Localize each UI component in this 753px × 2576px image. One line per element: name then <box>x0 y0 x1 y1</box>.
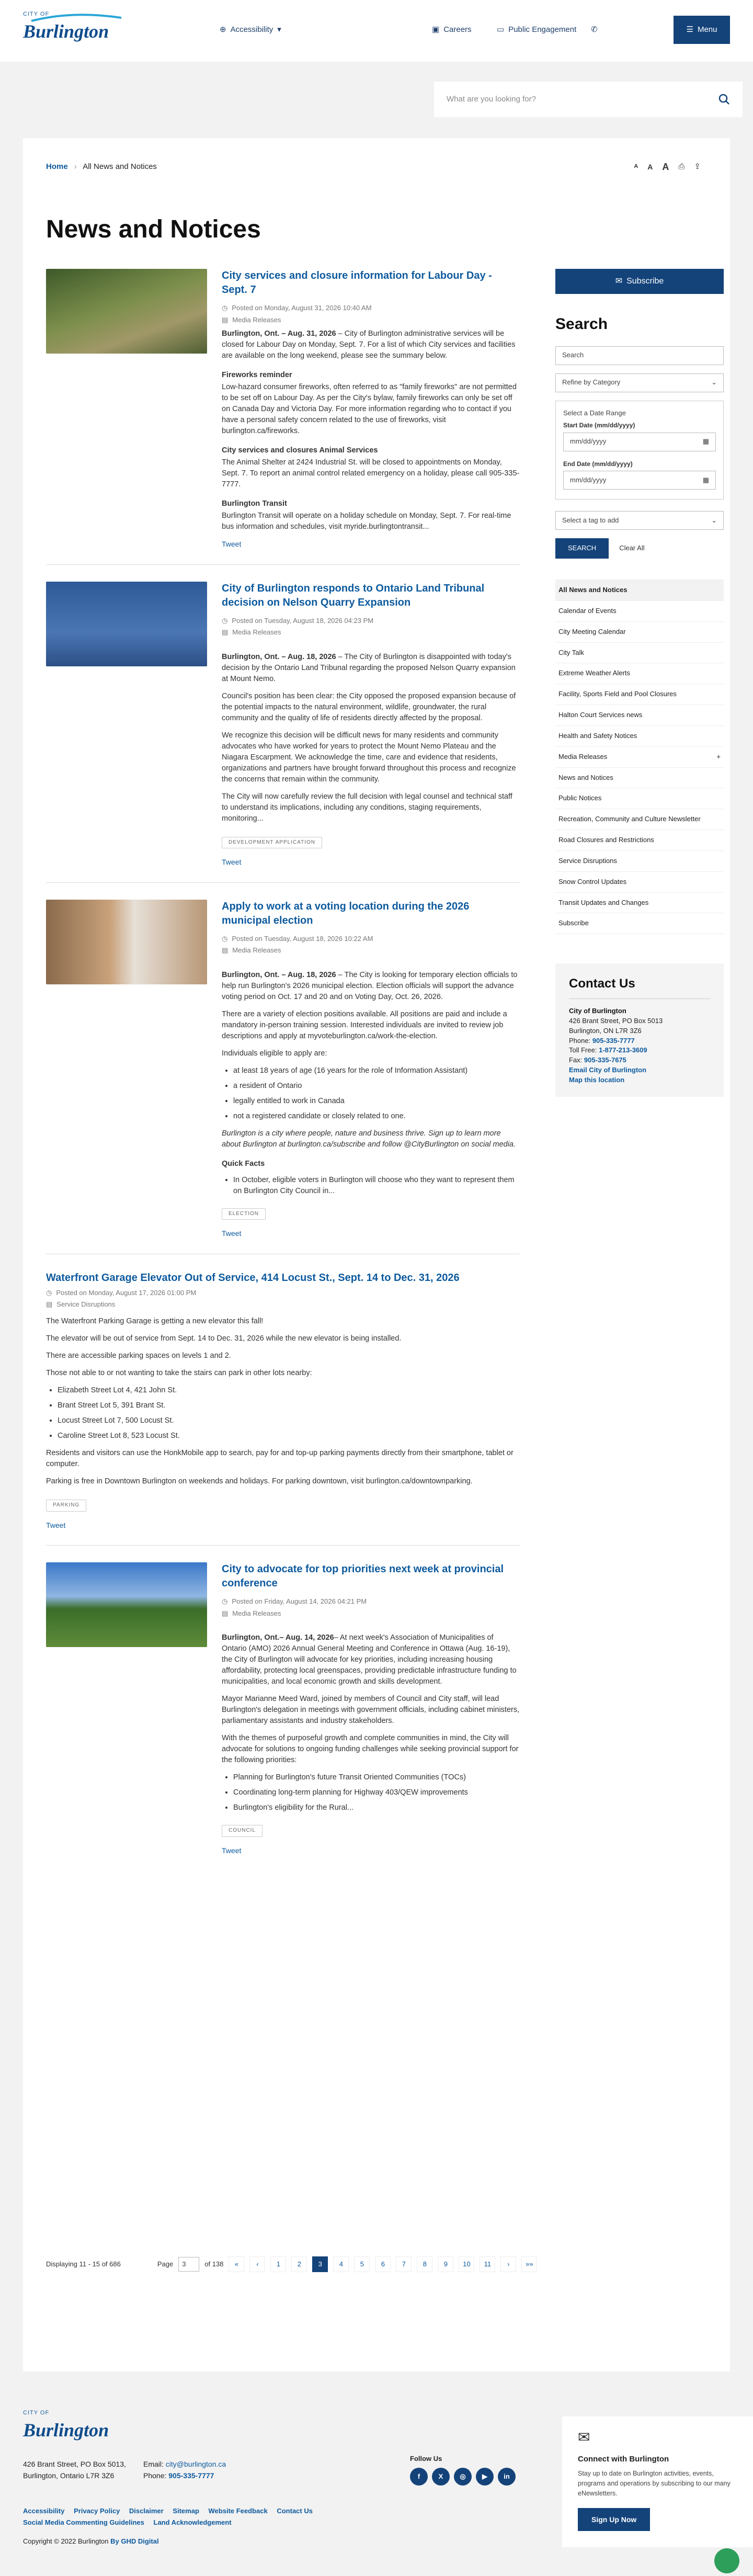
breadcrumb <box>46 161 157 173</box>
envelope-icon: ✉ <box>615 277 623 286</box>
article-date <box>222 303 520 313</box>
list-item: • not a registered candidate or closely related to one. <box>233 1111 520 1122</box>
category-item[interactable] <box>555 872 724 893</box>
section-heading: Fireworks reminder <box>222 371 292 380</box>
paragraph: With the themes of purposeful growth and complete communities in mind, the City will advocate for solutions to ongoing funding challenges while seeking provincial support for the following priorities: <box>222 1734 519 1765</box>
contact-fax[interactable]: 905-335-7675 <box>584 1056 626 1064</box>
end-date-label: End Date (mm/dd/yyyy) <box>563 460 633 468</box>
paragraph: Parking is free in Downtown Burlington on weekends and holidays. For parking downtown, visit burlington.ca/downtownparking. <box>46 1477 473 1486</box>
copyright <box>23 2537 159 2547</box>
posted-text: Posted on Friday, August 14, 2026 04:21 PM <box>232 1597 367 1606</box>
start-date-input[interactable] <box>563 433 716 451</box>
paragraph: The Animal Shelter at 2424 Industrial St. will be closed to appointments on Monday, Sept. 7. To report an animal control related emergency on a holiday, please call 905-335-7777. <box>222 458 520 489</box>
list-item: • Planning for Burlington's future Transit Oriented Communities (TOCs) <box>233 1772 520 1783</box>
category-item[interactable] <box>555 601 724 622</box>
search-button[interactable]: SEARCH <box>555 538 609 559</box>
news-item <box>46 900 520 1254</box>
footer-contact <box>143 2458 226 2482</box>
list-item: • Coordinating long-term planning for Highway 403/QEW improvements <box>233 1787 520 1798</box>
connect-panel <box>562 2416 753 2547</box>
article-lead <box>222 1632 520 1687</box>
folder-icon: ▤ <box>222 628 229 637</box>
footer-email-link[interactable]: city@burlington.ca <box>165 2460 226 2468</box>
article-lead <box>222 652 520 685</box>
category-label: Transit Updates and Changes <box>558 898 649 906</box>
start-date-placeholder: mm/dd/yyyy <box>570 437 607 446</box>
list-item: • Locust Street Lot 7, 500 Locust St. <box>58 1415 520 1426</box>
instagram-icon[interactable]: ◎ <box>454 2468 472 2486</box>
tag-label[interactable]: COUNCIL <box>222 1825 263 1837</box>
connect-heading: Connect with Burlington <box>578 2454 669 2464</box>
category-item-all[interactable] <box>555 580 724 601</box>
end-date-placeholder: mm/dd/yyyy <box>570 475 607 484</box>
article-title[interactable]: City services and closure information for Labour Day - Sept. 7 <box>222 270 492 296</box>
category-item[interactable] <box>555 622 724 643</box>
article-title[interactable]: Apply to work at a voting location during the 2026 municipal election <box>222 900 470 926</box>
subscribe-button[interactable] <box>555 269 724 294</box>
phone-icon: ✆ <box>591 25 598 34</box>
posted-text: Posted on Tuesday, August 18, 2026 10:22 AM <box>232 934 373 943</box>
menu-label: Menu <box>697 25 717 35</box>
search-heading: Search <box>555 315 608 333</box>
paragraph: There are a variety of election positions available. All positions are paid and include a mandatory in-person training session. Interested individuals are invited to review job descriptions and apply at myvoteburlington.ca/work-the-election. <box>222 1009 507 1040</box>
category-label: Road Closures and Restrictions <box>558 836 654 844</box>
news-item <box>46 269 520 565</box>
contact-box <box>555 963 724 1097</box>
priorities-list <box>233 1772 520 1813</box>
tweet-link[interactable]: Tweet <box>222 1229 242 1238</box>
footer-link[interactable]: Website Feedback <box>208 2507 268 2515</box>
caret-down-icon: ▾ <box>277 25 281 34</box>
article-date <box>222 934 520 944</box>
list-item: • In October, eligible voters in Burlington will choose who they want to represent them on Burlington City Council in... <box>233 1175 520 1197</box>
page-link[interactable]: 10 <box>459 2256 474 2272</box>
careers-label: Careers <box>443 25 472 34</box>
logo-small-text: CITY OF <box>23 11 50 17</box>
calendar-icon[interactable]: ▦ <box>702 437 709 446</box>
category-item[interactable] <box>555 913 724 934</box>
contact-address: 426 Brant Street, PO Box 5013 <box>569 1016 663 1025</box>
page-link[interactable]: 5 <box>354 2256 370 2272</box>
fax-label: Fax: <box>569 1056 583 1064</box>
category-label: Media Releases <box>558 752 608 761</box>
news-item <box>46 582 520 883</box>
article-category <box>222 315 520 325</box>
parking-lots-list <box>58 1385 520 1442</box>
page-link[interactable]: 11 <box>480 2256 495 2272</box>
category-label: Public Notices <box>558 794 602 802</box>
text-size-large-icon[interactable]: A <box>662 162 669 172</box>
lead-text: – The City of Burlington is disappointed with today's decision by the Ontario Land Tribunal regarding the proposed Nelson Quarry expansion at Mount Nemo. <box>222 652 516 683</box>
public-engagement-label: Public Engagement <box>508 25 577 34</box>
share-icon[interactable]: ⇪ <box>694 162 701 172</box>
site-logo[interactable]: Burlington <box>23 21 109 42</box>
breadcrumb-current: All News and Notices <box>83 162 157 171</box>
category-list <box>555 580 724 934</box>
footer-email-label: Email: <box>143 2460 164 2468</box>
page-label: Page <box>157 2260 174 2268</box>
plus-icon[interactable]: + <box>716 752 721 761</box>
category-item[interactable] <box>555 705 724 726</box>
footer-link[interactable]: Social Media Commenting Guidelines <box>23 2518 144 2527</box>
category-select[interactable] <box>555 373 724 392</box>
breadcrumb-home[interactable]: Home <box>46 162 68 171</box>
page-next[interactable]: › <box>500 2256 516 2272</box>
lead-text: – City of Burlington administrative services will be closed for Labour Day on Monday, Sept. 7. For a list of which City services and facilities are available on the long weekend, please see the summary below. <box>222 330 516 360</box>
category-label: All News and Notices <box>558 585 628 594</box>
article-image[interactable] <box>46 582 207 666</box>
text-size-small-icon[interactable]: A <box>634 163 638 170</box>
footer-link[interactable]: Land Acknowledgement <box>153 2518 232 2527</box>
page-link[interactable]: 4 <box>333 2256 349 2272</box>
footer-link[interactable]: Privacy Policy <box>74 2507 120 2515</box>
phone-label: Phone: <box>569 1036 591 1045</box>
footer-links <box>23 2505 320 2528</box>
ghd-digital-link[interactable]: By GHD Digital <box>110 2537 159 2545</box>
page-link[interactable]: 7 <box>396 2256 412 2272</box>
content-card <box>23 138 730 2371</box>
footer-address <box>23 2458 126 2482</box>
contact-heading: Contact Us <box>569 975 710 999</box>
paragraph: The City will now carefully review the full decision with legal counsel and technical staff to understand its implications, including any conditions, staging requirements, monitoring... <box>222 792 512 823</box>
paragraph: We recognize this decision will be difficult news for many residents and community advocates who have worked for years to protect the Mount Nemo Plateau and the Niagara Escarpment. We acknowledge the time, care and evidence that residents, organizations and partners have brought forward throughout this process and recognize the concerns that remain within the community. <box>222 731 516 784</box>
date-range-group <box>555 401 724 500</box>
print-icon[interactable]: ⎙ <box>678 162 685 172</box>
category-label: Facility, Sports Field and Pool Closures <box>558 690 677 698</box>
clear-all-button[interactable]: Clear All <box>619 544 645 552</box>
youtube-icon[interactable]: ▶ <box>476 2468 494 2486</box>
clock-icon: ◷ <box>222 304 228 312</box>
sign-up-button[interactable]: Sign Up Now <box>578 2508 650 2531</box>
menu-button[interactable] <box>674 16 730 44</box>
contact-phone[interactable]: 905-335-7777 <box>592 1036 635 1045</box>
posted-text: Posted on Monday, August 31, 2026 10:40 AM <box>232 304 372 312</box>
category-label: Subscribe <box>558 919 589 927</box>
section-heading: Burlington Transit <box>222 500 287 508</box>
date-range-legend: Select a Date Range <box>563 408 626 417</box>
list-item: • legally entitled to work in Canada <box>233 1096 520 1107</box>
folder-icon: ▤ <box>222 1609 229 1618</box>
follow-heading: Follow Us <box>410 2455 442 2462</box>
text-size-medium-icon[interactable]: A <box>647 162 653 171</box>
public-engagement-link[interactable] <box>497 24 576 36</box>
footer-link[interactable]: Disclaimer <box>129 2507 164 2515</box>
tag-label[interactable]: ELECTION <box>222 1208 266 1220</box>
list-item: • Caroline Street Lot 8, 523 Locust St. <box>58 1431 520 1442</box>
folder-icon: ▤ <box>222 315 229 324</box>
paragraph: Burlington Transit will operate on a holiday schedule on Monday, Sept. 7. For real-time bus information and schedules, visit myride.burlingtontransit... <box>222 512 511 531</box>
folder-icon: ▤ <box>46 1300 53 1309</box>
contact-tollfree[interactable]: 1-877-213-3609 <box>599 1046 647 1054</box>
chat-icon: ▭ <box>497 25 505 34</box>
paragraph: Council's position has been clear: the City opposed the proposed expansion because of the potential impacts to the natural environment, wildlife, groundwater, the rural community and the quality of life of residents directly affected by the proposal. <box>222 691 516 722</box>
tweet-link[interactable]: Tweet <box>222 540 242 549</box>
breadcrumb-separator: › <box>74 162 77 171</box>
tweet-link[interactable]: Tweet <box>222 1846 242 1855</box>
social-links <box>410 2468 516 2486</box>
article-category <box>222 1609 520 1619</box>
page-last[interactable]: »» <box>521 2256 537 2272</box>
clock-icon: ◷ <box>222 934 228 943</box>
chevron-down-icon: ⌄ <box>711 516 717 524</box>
category-text: Media Releases <box>232 1609 281 1618</box>
lead-dateline: Burlington, Ont. – Aug. 31, 2026 <box>222 330 336 338</box>
site-search-input[interactable] <box>434 82 743 117</box>
category-text: Media Releases <box>232 628 281 637</box>
article-category <box>46 1300 520 1310</box>
lead-text: – At next week's Association of Municipalities of Ontario (AMO) 2026 Annual General Meeting and Conference in Ottawa (Aug. 16-19), the City of Burlington will advocate for key priorities, including increasing housing affordability, protecting local greenspaces, providing predictable infrastructure funding to municipalities, and local economic growth and skills development. <box>222 1633 517 1686</box>
clock-icon: ◷ <box>222 616 228 625</box>
section-heading: City services and closures Animal Services <box>222 446 378 455</box>
page-link[interactable]: 9 <box>438 2256 453 2272</box>
footer-address-line: Burlington, Ontario L7R 3Z6 <box>23 2471 115 2480</box>
section-heading: Quick Facts <box>222 1159 265 1168</box>
category-text: Media Releases <box>232 315 281 324</box>
page-tools <box>634 160 701 174</box>
start-date-label: Start Date (mm/dd/yyyy) <box>563 422 635 429</box>
page-title: News and Notices <box>46 215 261 243</box>
footer-logo[interactable]: Burlington <box>23 2420 109 2441</box>
results-count: Displaying 11 - 15 of 686 <box>46 2260 121 2268</box>
news-search-placeholder: Search <box>562 351 584 359</box>
search-placeholder: What are you looking for? <box>447 95 536 104</box>
lead-dateline: Burlington, Ont.– Aug. 14, 2026 <box>222 1633 334 1642</box>
category-label: News and Notices <box>558 773 613 781</box>
site-header <box>0 0 753 62</box>
footer-phone-link[interactable]: 905-335-7777 <box>168 2471 214 2480</box>
page-current[interactable]: 3 <box>312 2256 328 2272</box>
linkedin-icon[interactable]: in <box>498 2468 516 2486</box>
sidebar <box>555 269 724 1097</box>
paragraph: The Waterfront Parking Garage is getting a new elevator this fall! <box>46 1317 264 1326</box>
category-select-value: Refine by Category <box>562 378 621 387</box>
paragraph: Those not able to or not wanting to take the stairs can park in other lots nearby: <box>46 1369 312 1378</box>
tag-select[interactable] <box>555 511 724 530</box>
footer-address-line: 426 Brant Street, PO Box 5013, <box>23 2460 126 2468</box>
site-footer <box>0 2396 753 2576</box>
page-number-value: 3 <box>182 2260 186 2268</box>
italic-note: Burlington is a city where people, nature and business thrive. Sign up to learn more about Burlington at burlington.ca/subscribe and follow @CityBurlington on social media. <box>222 1129 516 1149</box>
hamburger-icon: ☰ <box>686 25 693 35</box>
category-item[interactable] <box>555 726 724 747</box>
lead-dateline: Burlington, Ont. – Aug. 18, 2026 <box>222 652 336 661</box>
category-label: Service Disruptions <box>558 856 617 865</box>
paragraph: Residents and visitors can use the HonkMobile app to search, pay for and top-up parking payments directly from their smartphone, tablet or computer. <box>46 1449 514 1469</box>
article-lead <box>222 328 520 361</box>
lead-dateline: Burlington, Ont. – Aug. 18, 2026 <box>222 970 336 979</box>
posted-text: Posted on Tuesday, August 18, 2026 04:23 PM <box>232 616 374 625</box>
category-item[interactable] <box>555 893 724 914</box>
posted-text: Posted on Monday, August 17, 2026 01:00 PM <box>56 1288 197 1297</box>
tweet-link[interactable]: Tweet <box>46 1520 66 1529</box>
article-image[interactable] <box>46 900 207 984</box>
eligibility-list <box>233 1065 520 1122</box>
paragraph: The elevator will be out of service from Sept. 14 to Dec. 31, 2026 while the new elevator is being installed. <box>46 1334 402 1343</box>
chat-bubble-icon[interactable] <box>714 2548 739 2573</box>
news-search-input[interactable] <box>555 346 724 365</box>
paragraph: Individuals eligible to apply are: <box>222 1049 327 1058</box>
calendar-icon[interactable]: ▦ <box>702 475 709 484</box>
tag-select-value: Select a tag to add <box>562 516 619 524</box>
list-item: • a resident of Ontario <box>233 1081 520 1092</box>
list-item: • Brant Street Lot 5, 391 Brant St. <box>58 1400 520 1411</box>
category-label: Halton Court Services news <box>558 711 643 719</box>
newsletter-icon: ✉ <box>578 2429 590 2445</box>
search-icon[interactable] <box>718 94 730 105</box>
pagination <box>46 2256 537 2272</box>
article-lead <box>222 970 520 1003</box>
category-label: Extreme Weather Alerts <box>558 669 631 677</box>
tweet-link[interactable]: Tweet <box>222 858 242 867</box>
news-list <box>46 269 520 1887</box>
x-twitter-icon[interactable]: X <box>432 2468 450 2486</box>
lead-text: – The City is looking for temporary election officials to help run Burlington's 2026 municipal election. Election officials will support the advance voting period on Oct. 17 and 20 and on Voting Day, Oct. 26, 2026. <box>222 970 518 1001</box>
tag-label[interactable]: DEVELOPMENT APPLICATION <box>222 837 322 849</box>
footer-phone-label: Phone: <box>143 2471 167 2480</box>
tollfree-label: Toll Free: <box>569 1046 597 1054</box>
page-number-input[interactable] <box>178 2257 199 2272</box>
category-label: City Meeting Calendar <box>558 627 626 636</box>
folder-icon: ▤ <box>222 946 229 955</box>
footer-link[interactable]: Accessibility <box>23 2507 65 2515</box>
category-item[interactable] <box>555 684 724 705</box>
category-text: Media Releases <box>232 946 281 955</box>
category-item[interactable] <box>555 768 724 789</box>
accessibility-menu[interactable] <box>220 24 281 36</box>
article-title[interactable]: City to advocate for top priorities next week at provincial conference <box>222 1563 504 1590</box>
page-link[interactable]: 8 <box>417 2256 432 2272</box>
briefcase-icon: ▣ <box>432 25 440 34</box>
paragraph: Low-hazard consumer fireworks, often referred to as "family fireworks" are not permitted to be set off on Labour Day. As per the City's bylaw, family fireworks can only be set off on Canada Day and Victoria Day. For more information regarding who to contact if you have a personal safety concern related to the use of fireworks, visit burlington.ca/fireworks. <box>222 383 517 436</box>
accessibility-icon: ⊕ <box>220 25 226 34</box>
article-image[interactable] <box>46 269 207 354</box>
article-title[interactable]: Waterfront Garage Elevator Out of Service, 414 Locust St., Sept. 14 to Dec. 31, 2026 <box>46 1272 460 1284</box>
article-category <box>222 946 520 956</box>
list-item: • Elizabeth Street Lot 4, 421 John St. <box>58 1385 520 1396</box>
category-item[interactable] <box>555 663 724 684</box>
page-link[interactable]: 2 <box>291 2256 307 2272</box>
article-category <box>222 628 520 638</box>
clock-icon: ◷ <box>46 1288 52 1297</box>
category-label: Calendar of Events <box>558 606 617 615</box>
category-item[interactable] <box>555 809 724 830</box>
news-item <box>46 1271 520 1546</box>
phone-link[interactable] <box>591 24 598 36</box>
article-date <box>222 616 520 626</box>
category-label: Recreation, Community and Culture Newsletter <box>558 815 701 823</box>
category-label: Snow Control Updates <box>558 877 627 886</box>
category-label: Health and Safety Notices <box>558 731 637 740</box>
page-link[interactable]: 1 <box>270 2256 286 2272</box>
facts-list <box>233 1175 520 1197</box>
careers-link[interactable] <box>432 24 472 36</box>
page-link[interactable]: 6 <box>375 2256 391 2272</box>
page-total: of 138 <box>204 2260 224 2268</box>
accessibility-label: Accessibility <box>230 25 273 34</box>
search-area <box>0 62 753 124</box>
footer-link[interactable]: Sitemap <box>173 2507 199 2515</box>
category-item[interactable] <box>555 643 724 664</box>
news-item <box>46 1562 520 1870</box>
category-label: City Talk <box>558 648 584 656</box>
paragraph: Mayor Marianne Meed Ward, joined by members of Council and City staff, will lead Burlington's delegation in meetings with government officials, including cabinet ministers, parliamentary assistants and industry stakeholders. <box>222 1695 520 1726</box>
category-item[interactable] <box>555 830 724 851</box>
category-item[interactable] <box>555 747 724 768</box>
facebook-icon[interactable]: f <box>410 2468 428 2486</box>
copyright-text: Copyright © 2022 Burlington <box>23 2537 109 2545</box>
footer-logo-small: CITY OF <box>23 2410 50 2416</box>
category-item[interactable] <box>555 788 724 809</box>
connect-text: Stay up to date on Burlington activities, events, programs and operations by subscribing to our many eNewsletters. <box>578 2470 731 2497</box>
contact-map-link[interactable]: Map this location <box>569 1076 625 1084</box>
chevron-down-icon: ⌄ <box>711 378 717 387</box>
subscribe-label: Subscribe <box>626 277 664 286</box>
footer-link[interactable]: Contact Us <box>277 2507 313 2515</box>
end-date-input[interactable] <box>563 471 716 490</box>
list-item: • Burlington's eligibility for the Rural... <box>233 1802 520 1813</box>
page-first[interactable]: « <box>229 2256 244 2272</box>
paragraph: There are accessible parking spaces on levels 1 and 2. <box>46 1352 231 1360</box>
page-prev[interactable]: ‹ <box>249 2256 265 2272</box>
article-date <box>222 1597 520 1607</box>
contact-org: City of Burlington <box>569 1007 626 1015</box>
category-item[interactable] <box>555 851 724 872</box>
category-text: Service Disruptions <box>56 1300 116 1309</box>
article-title[interactable]: City of Burlington responds to Ontario Land Tribunal decision on Nelson Quarry Expansion <box>222 582 485 608</box>
contact-city: Burlington, ON L7R 3Z6 <box>569 1026 642 1035</box>
clock-icon: ◷ <box>222 1597 228 1606</box>
tag-label[interactable]: PARKING <box>46 1500 86 1512</box>
article-date <box>46 1288 520 1298</box>
article-image[interactable] <box>46 1562 207 1647</box>
list-item: • at least 18 years of age (16 years for the role of Information Assistant) <box>233 1065 520 1076</box>
contact-email-link[interactable]: Email City of Burlington <box>569 1066 647 1074</box>
